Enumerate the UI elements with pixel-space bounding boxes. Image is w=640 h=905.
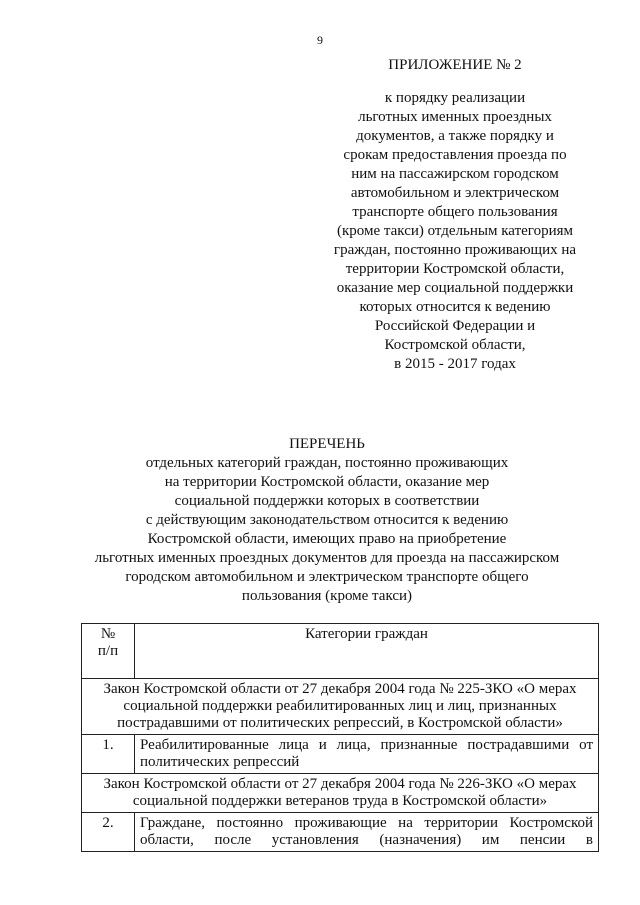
appendix-line: транспорте общего пользования	[352, 204, 558, 220]
page-number: 9	[317, 33, 323, 47]
appendix-line: документов, а также порядку и	[356, 128, 554, 144]
list-header-line: с действующим законодательством относится к ведению	[145, 512, 509, 528]
appendix-line: которых относится к ведению	[359, 299, 551, 315]
appendix-line: Костромской области,	[384, 337, 526, 353]
appendix-line: в 2015 - 2017 годах	[394, 356, 516, 372]
row-text-cell: Реабилитированные лица и лица, признанные пострадавшими от политических репрессий	[135, 735, 599, 774]
list-header-line: социальной поддержки которых в соответствии	[174, 493, 480, 509]
list-header-line: отдельных категорий граждан, постоянно проживающих	[145, 455, 509, 471]
list-title: ПЕРЕЧЕНЬ	[289, 436, 365, 452]
appendix-line: автомобильном и электрическом	[350, 185, 560, 201]
law-row	[82, 679, 599, 735]
table-row	[82, 735, 599, 774]
list-header-line: городском автомобильном и электрическом транспорте общего	[125, 569, 529, 585]
appendix-block	[320, 56, 590, 374]
list-header	[60, 435, 594, 606]
appendix-line: граждан, постоянно проживающих на	[333, 242, 577, 258]
row-num-cell: 2.	[82, 813, 135, 852]
law-cell: Закон Костромской области от 27 декабря 2004 года № 226-ЗКО «О мерах социальной поддержки ветеранов труда в Костромской области»	[82, 774, 599, 813]
law-cell: Закон Костромской области от 27 декабря 2004 года № 225-ЗКО «О мерах социальной поддержки реабилитированных лиц и лиц, признанных пострадавшими от политических репрессий, в Костромской области»	[82, 679, 599, 735]
appendix-line: (кроме такси) отдельным категориям	[336, 223, 573, 239]
table-header-row	[82, 624, 599, 679]
list-header-line: Костромской области, имеющих право на приобретение	[147, 531, 507, 547]
appendix-line: территории Костромской области,	[345, 261, 565, 277]
header-category-cell: Категории граждан	[135, 624, 599, 679]
row-text-cell: Граждане, постоянно проживающие на территории Костромской области, после установления (назначения) им пенсии в	[135, 813, 599, 852]
law-row	[82, 774, 599, 813]
appendix-title: ПРИЛОЖЕНИЕ № 2	[388, 57, 522, 73]
header-num-cell: № п/п	[82, 624, 135, 679]
table-row	[82, 813, 599, 852]
appendix-line: оказание мер социальной поддержки	[336, 280, 574, 296]
appendix-line: к порядку реализации	[384, 90, 526, 106]
categories-table	[81, 623, 599, 852]
list-header-line: пользования (кроме такси)	[241, 588, 413, 604]
appendix-line: льготных именных проездных	[358, 109, 552, 125]
row-num-cell: 1.	[82, 735, 135, 774]
list-header-line: на территории Костромской области, оказание мер	[164, 474, 490, 490]
appendix-line: Российской Федерации и	[374, 318, 536, 334]
appendix-line: срокам предоставления проезда по	[343, 147, 567, 163]
list-header-line: льготных именных проездных документов для проезда на пассажирском	[94, 550, 560, 566]
appendix-line: ним на пассажирском городском	[351, 166, 559, 182]
